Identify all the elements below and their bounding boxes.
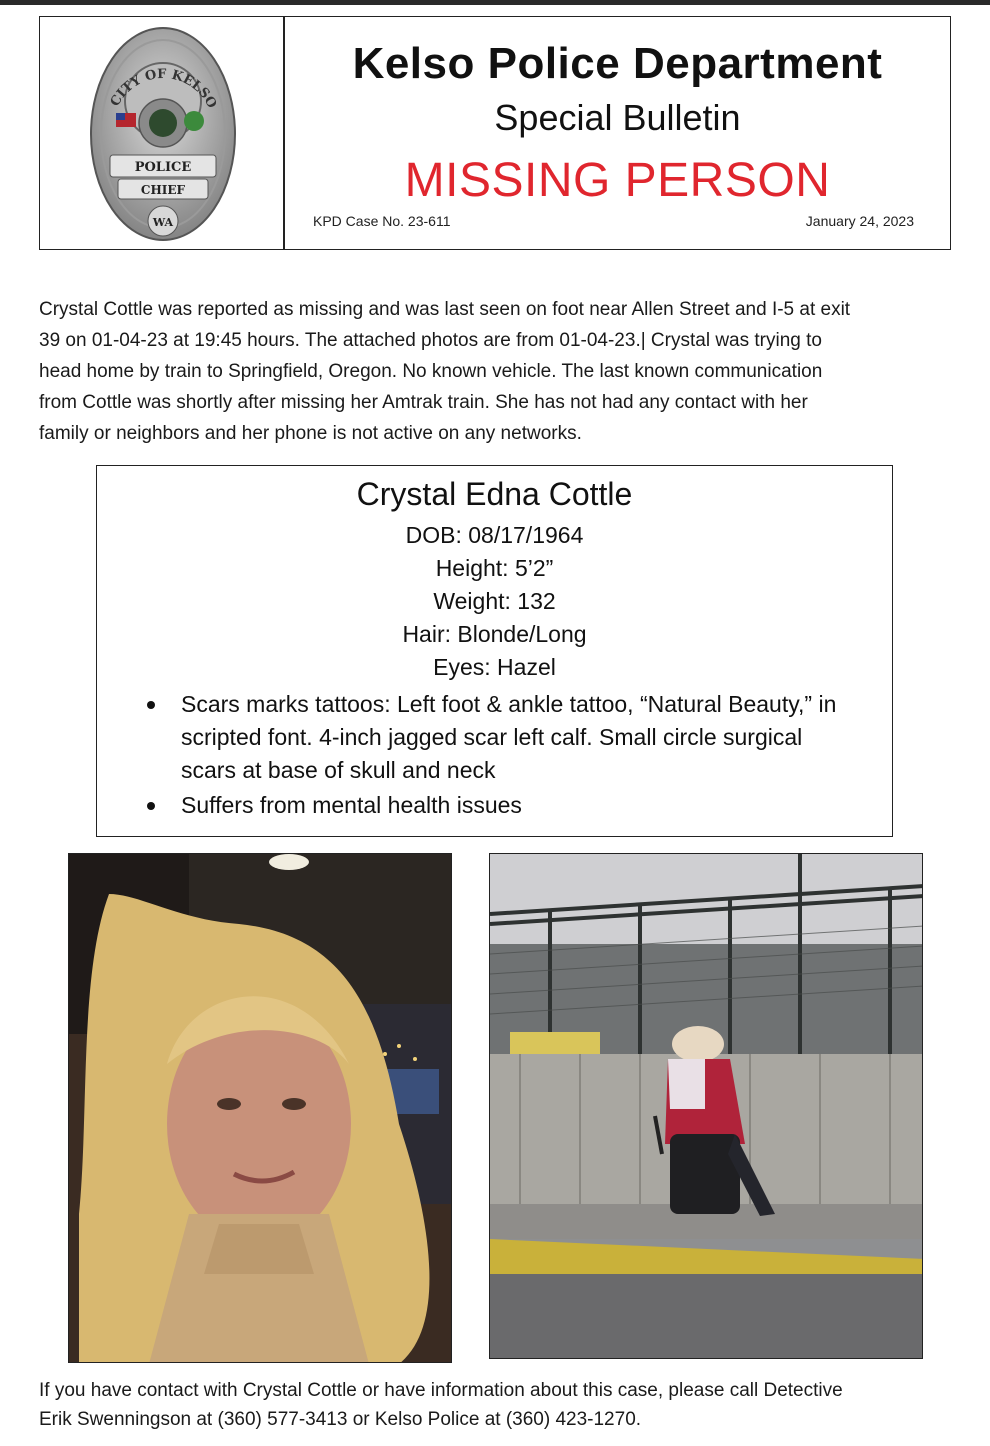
last-seen-photo <box>489 853 923 1359</box>
case-number: KPD Case No. 23-611 <box>313 213 451 229</box>
bullet-icon <box>147 701 155 709</box>
footer-line: Erik Swenningson at (360) 577-3413 or Kelso Police at (360) 423-1270. <box>39 1409 642 1430</box>
person-details-box <box>96 465 893 837</box>
bulletin-date: January 24, 2023 <box>805 213 914 229</box>
contact-footer <box>39 1376 959 1434</box>
top-border <box>0 0 990 5</box>
intro-line: Crystal Cottle was reported as missing and was last seen on foot near Allen Street and I-5 at exit <box>39 299 851 320</box>
intro-line: head home by train to Springfield, Oregon. No known vehicle. The last known communication <box>39 361 823 382</box>
badge-state: WA <box>152 216 174 229</box>
bulletin-type: Special Bulletin <box>494 97 741 138</box>
person-dob: DOB: 08/17/1964 <box>405 522 584 548</box>
person-eyes: Eyes: Hazel <box>433 654 556 680</box>
intro-paragraph <box>39 294 957 449</box>
department-title: Kelso Police Department <box>352 39 883 88</box>
police-badge-icon <box>88 23 238 245</box>
person-hair: Hair: Blonde/Long <box>402 621 587 647</box>
header-divider <box>283 17 285 249</box>
badge-cell <box>40 17 283 249</box>
note-mental-health: Suffers from mental health issues <box>181 792 522 818</box>
list-item <box>139 688 839 787</box>
missing-person-headline: MISSING PERSON <box>404 154 831 207</box>
badge-arc-text: CITY OF KELSO <box>107 66 220 111</box>
person-height: Height: 5’2” <box>435 555 554 581</box>
badge-title-top: POLICE <box>134 160 192 175</box>
person-weight: Weight: 132 <box>433 588 556 614</box>
intro-line: from Cottle was shortly after missing her Amtrak train. She has not had any contact with her <box>39 392 808 413</box>
selfie-photo <box>68 853 452 1363</box>
intro-line: family or neighbors and her phone is not active on any networks. <box>39 423 582 444</box>
note-scars-tattoos: Scars marks tattoos: Left foot & ankle tattoo, “Natural Beauty,” in scripted font. 4-inch jagged scar left calf. Small circle surgical scars at base of skull and neck <box>181 691 837 783</box>
intro-line: 39 on 01-04-23 at 19:45 hours. The attached photos are from 01-04-23.| Crystal was trying to <box>39 330 822 351</box>
bullet-icon <box>147 802 155 810</box>
list-item <box>139 789 839 822</box>
bulletin-header <box>39 16 951 250</box>
person-notes-list <box>139 688 839 824</box>
footer-line: If you have contact with Crystal Cottle or have information about this case, please call Detective <box>39 1380 843 1401</box>
badge-title-bottom: CHIEF <box>140 183 186 197</box>
person-name: Crystal Edna Cottle <box>356 476 633 512</box>
